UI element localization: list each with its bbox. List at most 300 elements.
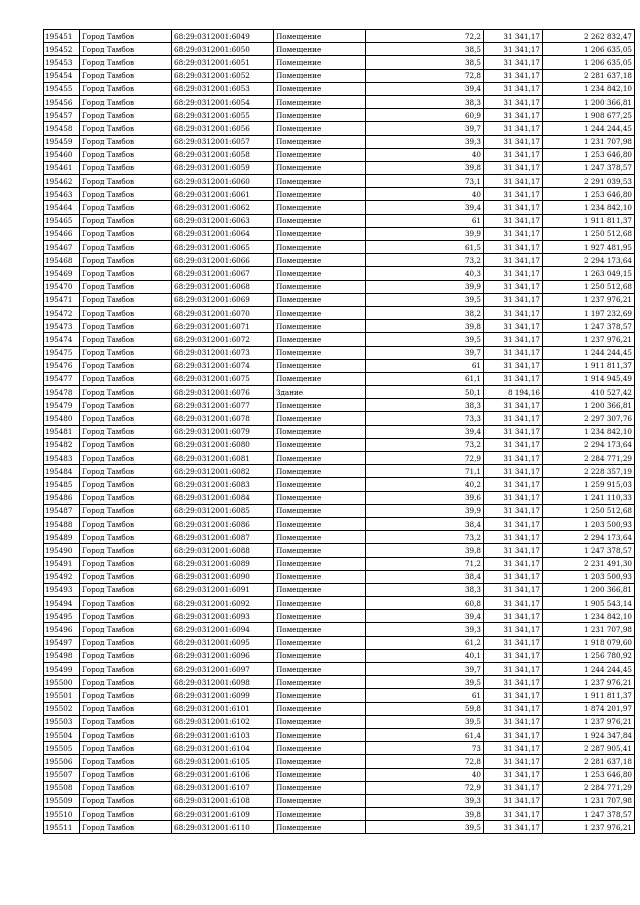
- rate-cell: 31 341,17: [484, 557, 543, 570]
- rate-cell: 8 194,16: [484, 386, 543, 399]
- row-id-cell: 195510: [44, 808, 80, 821]
- row-id-cell: 195469: [44, 267, 80, 280]
- city-cell: Город Тамбов: [80, 201, 172, 214]
- table-row: [44, 517, 635, 530]
- object-type-cell: Помещение: [274, 425, 366, 438]
- value-cell: 1 911 811,37: [543, 214, 635, 227]
- city-cell: Город Тамбов: [80, 821, 172, 834]
- value-cell: 1 911 811,37: [543, 689, 635, 702]
- city-cell: Город Тамбов: [80, 412, 172, 425]
- value-cell: 1 237 976,21: [543, 333, 635, 346]
- area-cell: 39,6: [366, 491, 484, 504]
- row-id-cell: 195455: [44, 82, 80, 95]
- cadastral-number-cell: 68:29:0312001:6051: [172, 56, 274, 69]
- object-type-cell: Помещение: [274, 452, 366, 465]
- value-cell: 1 244 244,45: [543, 346, 635, 359]
- rate-cell: 31 341,17: [484, 742, 543, 755]
- object-type-cell: Помещение: [274, 623, 366, 636]
- rate-cell: 31 341,17: [484, 359, 543, 372]
- cadastral-number-cell: 68:29:0312001:6108: [172, 794, 274, 807]
- object-type-cell: Помещение: [274, 82, 366, 95]
- value-cell: 1 231 707,98: [543, 623, 635, 636]
- table-row: [44, 241, 635, 254]
- city-cell: Город Тамбов: [80, 30, 172, 43]
- rate-cell: 31 341,17: [484, 56, 543, 69]
- row-id-cell: 195511: [44, 821, 80, 834]
- rate-cell: 31 341,17: [484, 280, 543, 293]
- value-cell: 410 527,42: [543, 386, 635, 399]
- area-cell: 39,5: [366, 293, 484, 306]
- object-type-cell: Помещение: [274, 148, 366, 161]
- area-cell: 38,4: [366, 517, 484, 530]
- cadastral-number-cell: 68:29:0312001:6080: [172, 438, 274, 451]
- value-cell: 2 287 905,41: [543, 742, 635, 755]
- cadastral-number-cell: 68:29:0312001:6101: [172, 702, 274, 715]
- rate-cell: 31 341,17: [484, 43, 543, 56]
- cadastral-number-cell: 68:29:0312001:6089: [172, 557, 274, 570]
- table-row: [44, 597, 635, 610]
- cadastral-number-cell: 68:29:0312001:6056: [172, 122, 274, 135]
- rate-cell: 31 341,17: [484, 201, 543, 214]
- object-type-cell: Помещение: [274, 135, 366, 148]
- cadastral-number-cell: 68:29:0312001:6092: [172, 597, 274, 610]
- value-cell: 1 259 915,03: [543, 478, 635, 491]
- area-cell: 39,8: [366, 544, 484, 557]
- cadastral-number-cell: 68:29:0312001:6063: [172, 214, 274, 227]
- rate-cell: 31 341,17: [484, 781, 543, 794]
- row-id-cell: 195476: [44, 359, 80, 372]
- row-id-cell: 195467: [44, 241, 80, 254]
- value-cell: 2 294 173,64: [543, 254, 635, 267]
- row-id-cell: 195489: [44, 531, 80, 544]
- area-cell: 38,2: [366, 306, 484, 319]
- value-cell: 2 291 039,53: [543, 175, 635, 188]
- city-cell: Город Тамбов: [80, 452, 172, 465]
- rate-cell: 31 341,17: [484, 425, 543, 438]
- rate-cell: 31 341,17: [484, 728, 543, 741]
- rate-cell: 31 341,17: [484, 478, 543, 491]
- table-row: [44, 570, 635, 583]
- cadastral-number-cell: 68:29:0312001:6053: [172, 82, 274, 95]
- value-cell: 1 247 378,57: [543, 320, 635, 333]
- row-id-cell: 195503: [44, 715, 80, 728]
- table-row: [44, 372, 635, 385]
- table-row: [44, 728, 635, 741]
- area-cell: 40,1: [366, 649, 484, 662]
- area-cell: 72,9: [366, 452, 484, 465]
- row-id-cell: 195466: [44, 227, 80, 240]
- row-id-cell: 195460: [44, 148, 80, 161]
- rate-cell: 31 341,17: [484, 69, 543, 82]
- row-id-cell: 195481: [44, 425, 80, 438]
- value-cell: 1 206 635,05: [543, 43, 635, 56]
- object-type-cell: Помещение: [274, 254, 366, 267]
- area-cell: 61,4: [366, 728, 484, 741]
- cadastral-number-cell: 68:29:0312001:6084: [172, 491, 274, 504]
- object-type-cell: Помещение: [274, 794, 366, 807]
- area-cell: 39,8: [366, 808, 484, 821]
- city-cell: Город Тамбов: [80, 122, 172, 135]
- rate-cell: 31 341,17: [484, 122, 543, 135]
- row-id-cell: 195465: [44, 214, 80, 227]
- city-cell: Город Тамбов: [80, 649, 172, 662]
- value-cell: 1 247 378,57: [543, 808, 635, 821]
- rate-cell: 31 341,17: [484, 293, 543, 306]
- value-cell: 1 253 646,80: [543, 148, 635, 161]
- cadastral-number-cell: 68:29:0312001:6083: [172, 478, 274, 491]
- value-cell: 1 237 976,21: [543, 293, 635, 306]
- area-cell: 38,3: [366, 399, 484, 412]
- cadastral-number-cell: 68:29:0312001:6099: [172, 689, 274, 702]
- object-type-cell: Помещение: [274, 161, 366, 174]
- table-row: [44, 452, 635, 465]
- table-row: [44, 702, 635, 715]
- rate-cell: 31 341,17: [484, 689, 543, 702]
- row-id-cell: 195451: [44, 30, 80, 43]
- row-id-cell: 195457: [44, 109, 80, 122]
- table-row: [44, 201, 635, 214]
- row-id-cell: 195502: [44, 702, 80, 715]
- table-row: [44, 109, 635, 122]
- area-cell: 61: [366, 689, 484, 702]
- object-type-cell: Помещение: [274, 293, 366, 306]
- rate-cell: 31 341,17: [484, 821, 543, 834]
- rate-cell: 31 341,17: [484, 768, 543, 781]
- area-cell: 40: [366, 148, 484, 161]
- row-id-cell: 195487: [44, 504, 80, 517]
- row-id-cell: 195500: [44, 676, 80, 689]
- object-type-cell: Помещение: [274, 241, 366, 254]
- area-cell: 39,7: [366, 122, 484, 135]
- object-type-cell: Помещение: [274, 43, 366, 56]
- value-cell: 1 253 646,80: [543, 188, 635, 201]
- city-cell: Город Тамбов: [80, 333, 172, 346]
- value-cell: 1 237 976,21: [543, 715, 635, 728]
- row-id-cell: 195493: [44, 583, 80, 596]
- city-cell: Город Тамбов: [80, 306, 172, 319]
- object-type-cell: Помещение: [274, 412, 366, 425]
- object-type-cell: Помещение: [274, 30, 366, 43]
- cadastral-number-cell: 68:29:0312001:6072: [172, 333, 274, 346]
- value-cell: 2 297 307,76: [543, 412, 635, 425]
- city-cell: Город Тамбов: [80, 728, 172, 741]
- row-id-cell: 195458: [44, 122, 80, 135]
- row-id-cell: 195496: [44, 623, 80, 636]
- cadastral-number-cell: 68:29:0312001:6107: [172, 781, 274, 794]
- value-cell: 2 284 771,29: [543, 452, 635, 465]
- value-cell: 1 250 512,68: [543, 227, 635, 240]
- table-row: [44, 689, 635, 702]
- area-cell: 59,8: [366, 702, 484, 715]
- table-row: [44, 821, 635, 834]
- value-cell: 1 244 244,45: [543, 122, 635, 135]
- object-type-cell: Помещение: [274, 636, 366, 649]
- table-row: [44, 254, 635, 267]
- row-id-cell: 195483: [44, 452, 80, 465]
- row-id-cell: 195506: [44, 755, 80, 768]
- cadastral-number-cell: 68:29:0312001:6070: [172, 306, 274, 319]
- area-cell: 61: [366, 359, 484, 372]
- cadastral-number-cell: 68:29:0312001:6064: [172, 227, 274, 240]
- cadastral-number-cell: 68:29:0312001:6090: [172, 570, 274, 583]
- cadastral-number-cell: 68:29:0312001:6094: [172, 623, 274, 636]
- cadastral-number-cell: 68:29:0312001:6110: [172, 821, 274, 834]
- rate-cell: 31 341,17: [484, 399, 543, 412]
- value-cell: 1 234 842,10: [543, 82, 635, 95]
- cadastral-number-cell: 68:29:0312001:6066: [172, 254, 274, 267]
- table-row: [44, 794, 635, 807]
- city-cell: Город Тамбов: [80, 715, 172, 728]
- table-row: [44, 43, 635, 56]
- rate-cell: 31 341,17: [484, 702, 543, 715]
- table-row: [44, 425, 635, 438]
- value-cell: 1 203 500,93: [543, 517, 635, 530]
- rate-cell: 31 341,17: [484, 794, 543, 807]
- city-cell: Город Тамбов: [80, 531, 172, 544]
- area-cell: 39,7: [366, 663, 484, 676]
- value-cell: 1 874 201,97: [543, 702, 635, 715]
- city-cell: Город Тамбов: [80, 794, 172, 807]
- object-type-cell: Помещение: [274, 399, 366, 412]
- value-cell: 1 908 677,25: [543, 109, 635, 122]
- cadastral-number-cell: 68:29:0312001:6062: [172, 201, 274, 214]
- table-row: [44, 293, 635, 306]
- city-cell: Город Тамбов: [80, 280, 172, 293]
- table-body: [44, 30, 635, 834]
- area-cell: 50,1: [366, 386, 484, 399]
- cadastral-value-table: [43, 29, 635, 834]
- area-cell: 39,8: [366, 161, 484, 174]
- value-cell: 1 905 543,14: [543, 597, 635, 610]
- table-row: [44, 56, 635, 69]
- object-type-cell: Помещение: [274, 227, 366, 240]
- cadastral-number-cell: 68:29:0312001:6061: [172, 188, 274, 201]
- area-cell: 40: [366, 188, 484, 201]
- city-cell: Город Тамбов: [80, 346, 172, 359]
- rate-cell: 31 341,17: [484, 597, 543, 610]
- object-type-cell: Помещение: [274, 478, 366, 491]
- rate-cell: 31 341,17: [484, 30, 543, 43]
- cadastral-number-cell: 68:29:0312001:6081: [172, 452, 274, 465]
- cadastral-number-cell: 68:29:0312001:6104: [172, 742, 274, 755]
- object-type-cell: Помещение: [274, 95, 366, 108]
- area-cell: 73,2: [366, 531, 484, 544]
- row-id-cell: 195508: [44, 781, 80, 794]
- rate-cell: 31 341,17: [484, 188, 543, 201]
- value-cell: 2 294 173,64: [543, 531, 635, 544]
- city-cell: Город Тамбов: [80, 241, 172, 254]
- area-cell: 72,2: [366, 30, 484, 43]
- area-cell: 73,3: [366, 412, 484, 425]
- rate-cell: 31 341,17: [484, 82, 543, 95]
- object-type-cell: Помещение: [274, 649, 366, 662]
- cadastral-number-cell: 68:29:0312001:6074: [172, 359, 274, 372]
- city-cell: Город Тамбов: [80, 663, 172, 676]
- object-type-cell: Помещение: [274, 320, 366, 333]
- value-cell: 1 918 079,60: [543, 636, 635, 649]
- object-type-cell: Помещение: [274, 280, 366, 293]
- row-id-cell: 195505: [44, 742, 80, 755]
- rate-cell: 31 341,17: [484, 649, 543, 662]
- rate-cell: 31 341,17: [484, 755, 543, 768]
- city-cell: Город Тамбов: [80, 267, 172, 280]
- cadastral-number-cell: 68:29:0312001:6058: [172, 148, 274, 161]
- object-type-cell: Помещение: [274, 728, 366, 741]
- object-type-cell: Помещение: [274, 517, 366, 530]
- rate-cell: 31 341,17: [484, 531, 543, 544]
- city-cell: Город Тамбов: [80, 689, 172, 702]
- rate-cell: 31 341,17: [484, 148, 543, 161]
- value-cell: 1 924 347,84: [543, 728, 635, 741]
- table-row: [44, 808, 635, 821]
- value-cell: 1 247 378,57: [543, 161, 635, 174]
- cadastral-number-cell: 68:29:0312001:6057: [172, 135, 274, 148]
- row-id-cell: 195490: [44, 544, 80, 557]
- city-cell: Город Тамбов: [80, 188, 172, 201]
- city-cell: Город Тамбов: [80, 583, 172, 596]
- table-row: [44, 359, 635, 372]
- object-type-cell: Помещение: [274, 359, 366, 372]
- area-cell: 73: [366, 742, 484, 755]
- value-cell: 2 228 357,19: [543, 465, 635, 478]
- area-cell: 39,5: [366, 333, 484, 346]
- city-cell: Город Тамбов: [80, 768, 172, 781]
- table-row: [44, 715, 635, 728]
- value-cell: 1 250 512,68: [543, 280, 635, 293]
- row-id-cell: 195507: [44, 768, 80, 781]
- value-cell: 1 197 232,69: [543, 306, 635, 319]
- city-cell: Город Тамбов: [80, 399, 172, 412]
- table-row: [44, 320, 635, 333]
- cadastral-number-cell: 68:29:0312001:6065: [172, 241, 274, 254]
- table-row: [44, 491, 635, 504]
- value-cell: 1 231 707,98: [543, 794, 635, 807]
- rate-cell: 31 341,17: [484, 504, 543, 517]
- area-cell: 38,5: [366, 56, 484, 69]
- area-cell: 73,2: [366, 254, 484, 267]
- area-cell: 61: [366, 214, 484, 227]
- rate-cell: 31 341,17: [484, 465, 543, 478]
- cadastral-number-cell: 68:29:0312001:6091: [172, 583, 274, 596]
- table-row: [44, 69, 635, 82]
- value-cell: 1 200 366,81: [543, 95, 635, 108]
- city-cell: Город Тамбов: [80, 755, 172, 768]
- area-cell: 38,5: [366, 43, 484, 56]
- city-cell: Город Тамбов: [80, 372, 172, 385]
- row-id-cell: 195478: [44, 386, 80, 399]
- city-cell: Город Тамбов: [80, 781, 172, 794]
- area-cell: 60,9: [366, 109, 484, 122]
- table-row: [44, 399, 635, 412]
- city-cell: Город Тамбов: [80, 359, 172, 372]
- city-cell: Город Тамбов: [80, 95, 172, 108]
- value-cell: 2 281 637,18: [543, 755, 635, 768]
- table-row: [44, 623, 635, 636]
- city-cell: Город Тамбов: [80, 254, 172, 267]
- area-cell: 38,3: [366, 95, 484, 108]
- row-id-cell: 195452: [44, 43, 80, 56]
- table-row: [44, 122, 635, 135]
- cadastral-number-cell: 68:29:0312001:6055: [172, 109, 274, 122]
- rate-cell: 31 341,17: [484, 544, 543, 557]
- cadastral-number-cell: 68:29:0312001:6087: [172, 531, 274, 544]
- object-type-cell: Помещение: [274, 267, 366, 280]
- cadastral-number-cell: 68:29:0312001:6093: [172, 610, 274, 623]
- rate-cell: 31 341,17: [484, 676, 543, 689]
- city-cell: Город Тамбов: [80, 702, 172, 715]
- object-type-cell: Помещение: [274, 188, 366, 201]
- object-type-cell: Помещение: [274, 676, 366, 689]
- table-row: [44, 135, 635, 148]
- row-id-cell: 195456: [44, 95, 80, 108]
- value-cell: 1 244 244,45: [543, 663, 635, 676]
- object-type-cell: Помещение: [274, 122, 366, 135]
- table-row: [44, 306, 635, 319]
- row-id-cell: 195497: [44, 636, 80, 649]
- area-cell: 72,8: [366, 755, 484, 768]
- table-row: [44, 386, 635, 399]
- rate-cell: 31 341,17: [484, 254, 543, 267]
- value-cell: 1 203 500,93: [543, 570, 635, 583]
- object-type-cell: Помещение: [274, 109, 366, 122]
- city-cell: Город Тамбов: [80, 56, 172, 69]
- row-id-cell: 195485: [44, 478, 80, 491]
- area-cell: 39,3: [366, 135, 484, 148]
- object-type-cell: Помещение: [274, 333, 366, 346]
- object-type-cell: Помещение: [274, 306, 366, 319]
- city-cell: Город Тамбов: [80, 320, 172, 333]
- area-cell: 72,9: [366, 781, 484, 794]
- area-cell: 61,1: [366, 372, 484, 385]
- city-cell: Город Тамбов: [80, 742, 172, 755]
- cadastral-number-cell: 68:29:0312001:6102: [172, 715, 274, 728]
- cadastral-number-cell: 68:29:0312001:6059: [172, 161, 274, 174]
- table-row: [44, 583, 635, 596]
- table-row: [44, 478, 635, 491]
- city-cell: Город Тамбов: [80, 597, 172, 610]
- table-row: [44, 188, 635, 201]
- table-row: [44, 636, 635, 649]
- row-id-cell: 195501: [44, 689, 80, 702]
- table-row: [44, 504, 635, 517]
- row-id-cell: 195488: [44, 517, 80, 530]
- object-type-cell: Помещение: [274, 781, 366, 794]
- area-cell: 39,5: [366, 821, 484, 834]
- row-id-cell: 195470: [44, 280, 80, 293]
- row-id-cell: 195473: [44, 320, 80, 333]
- object-type-cell: Помещение: [274, 175, 366, 188]
- city-cell: Город Тамбов: [80, 148, 172, 161]
- value-cell: 2 281 637,18: [543, 69, 635, 82]
- area-cell: 39,7: [366, 346, 484, 359]
- table-row: [44, 544, 635, 557]
- value-cell: 1 911 811,37: [543, 359, 635, 372]
- rate-cell: 31 341,17: [484, 346, 543, 359]
- row-id-cell: 195498: [44, 649, 80, 662]
- city-cell: Город Тамбов: [80, 517, 172, 530]
- cadastral-number-cell: 68:29:0312001:6106: [172, 768, 274, 781]
- cadastral-number-cell: 68:29:0312001:6060: [172, 175, 274, 188]
- value-cell: 2 294 173,64: [543, 438, 635, 451]
- area-cell: 39,9: [366, 227, 484, 240]
- area-cell: 71,1: [366, 465, 484, 478]
- row-id-cell: 195454: [44, 69, 80, 82]
- cadastral-number-cell: 68:29:0312001:6052: [172, 69, 274, 82]
- rate-cell: 31 341,17: [484, 623, 543, 636]
- cadastral-number-cell: 68:29:0312001:6075: [172, 372, 274, 385]
- rate-cell: 31 341,17: [484, 517, 543, 530]
- object-type-cell: Помещение: [274, 465, 366, 478]
